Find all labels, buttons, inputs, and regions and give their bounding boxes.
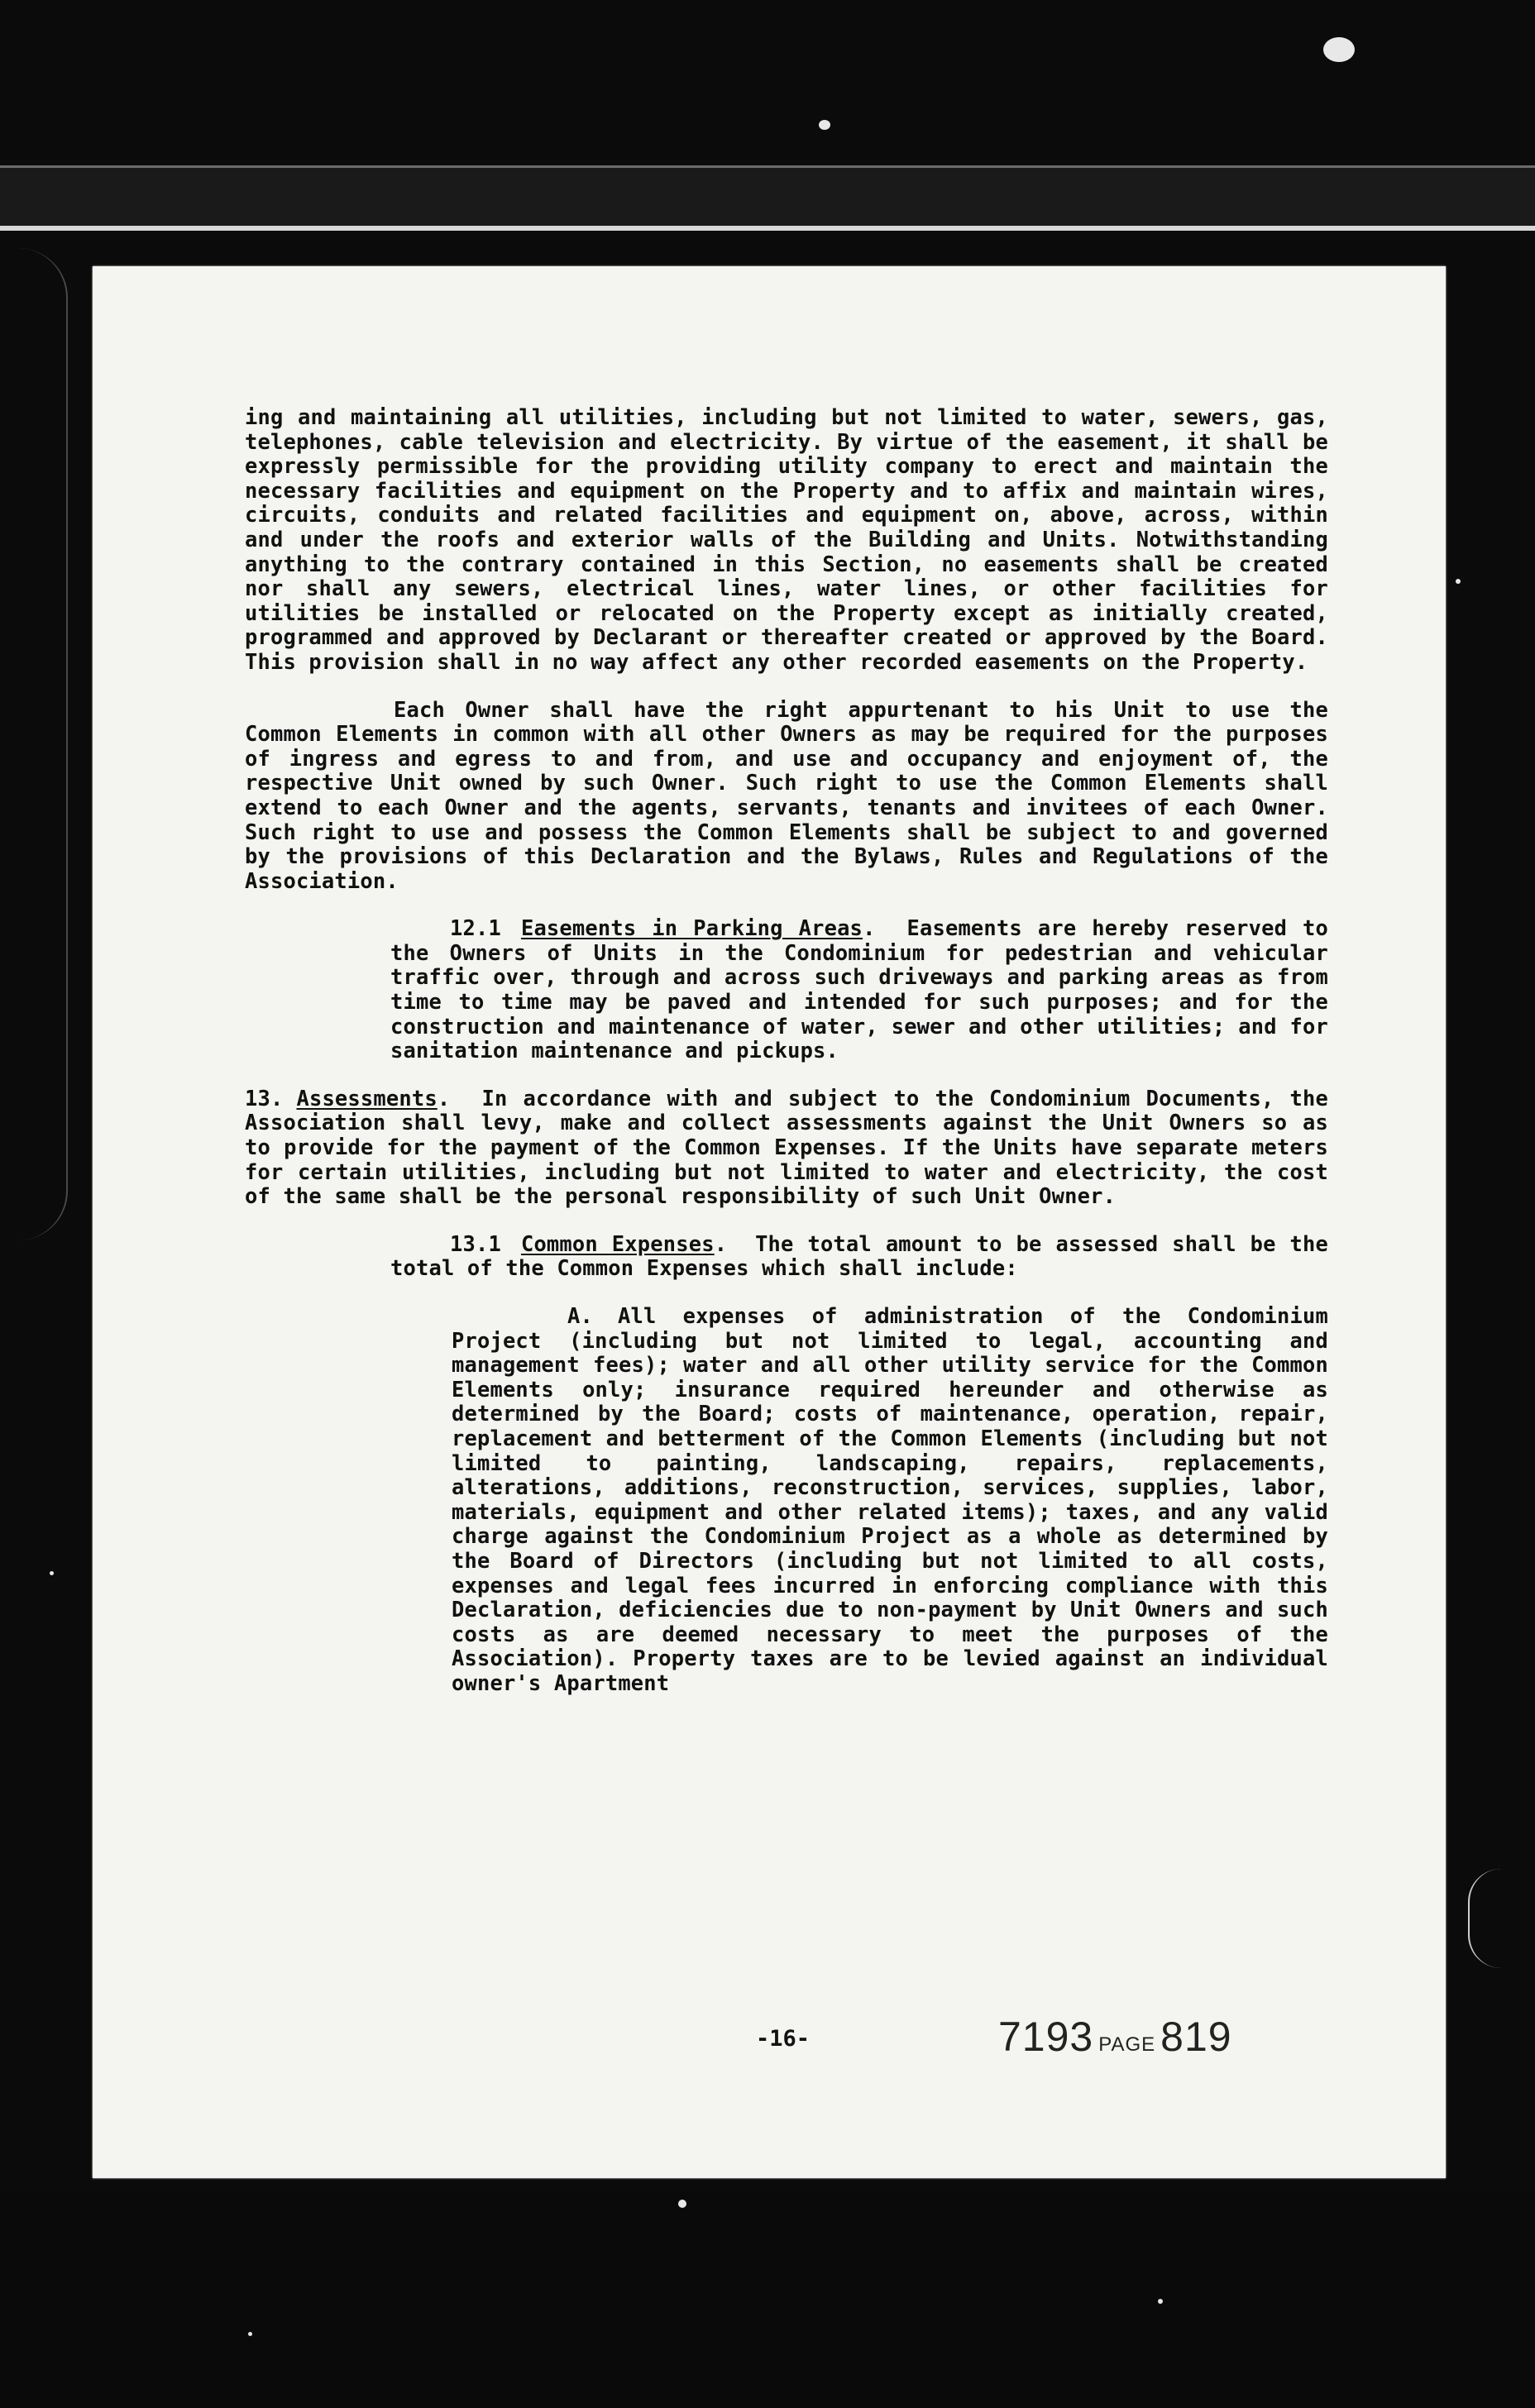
subsection-text: The total amount to be assessed shall be the total of the Common Expenses which shall include: (390, 1230, 1329, 1281)
paragraph-common-elements-rights: Each Owner shall have the right appurtenant to his Unit to use the Common Elements in common with all other Owners as may be required for the purposes of ingress and egress to and from, and use and occupancy and enjoyment of, the respective Unit owned by such Owner. Such right to use the Common Elements shall extend to each Owner and the agents, servants, tenants and invitees of each Owner. Such right to use and possess the Common Elements shall be subject to and governed by the provisions of this Declaration and the Bylaws, Rules and Regulations of the Association. (245, 696, 1328, 893)
scan-bottom-band (0, 2191, 1535, 2408)
scan-speckle (50, 1571, 54, 1575)
subsection-text: Easements are hereby reserved to the Owners of Units in the Condominium for pedestrian and vehicular traffic over, through and across such driveways and parking areas as from time to time may be paved and intended for such purposes; and for the construction and maintenance of water, sewer and other utilities; and for sanitation maintenance and pickups. (390, 915, 1328, 1063)
scan-speckle (678, 2200, 686, 2208)
subsection-number: 12.1 (450, 915, 501, 941)
recording-book-page-stamp (998, 2013, 1232, 2061)
document-body (245, 405, 1328, 1696)
subsection-number: 13.1 (450, 1230, 501, 1256)
scan-edge-mark-right (1468, 1869, 1503, 1968)
section-text: In accordance with and subject to the Condominium Documents, the Association shall levy, make and collect assessments against the Unit Owners so as to provide for the payment of the Common Expenses. If the Units have separate meters for certain utilities, including but not limited to water and electricity, the cost of the same shall be the personal responsibility of such Unit Owner. (245, 1085, 1328, 1209)
book-number: 7193 (998, 2014, 1094, 2060)
book-stamp-label: PAGE (1098, 2033, 1156, 2056)
subsection-heading: Easements in Parking Areas (520, 915, 863, 941)
page-number: -16- (756, 2026, 811, 2052)
scan-top-band (0, 165, 1535, 231)
subsection-13-1: 13.1 Common Expenses. The total amount to be assessed shall be the total of the Common Expenses which shall include: (390, 1230, 1329, 1281)
item-text: All expenses of administration of the Condominium Project (including but not limited to legal, accounting and management fees); water and all other utility service for the Common Elements only; insurance required hereunder and otherwise as determined by the Board; costs of maintenance, operation, repair, replacement and betterment of the Common Elements (including but not limited to painting, landscaping, repairs, replacements, alterations, additions, reconstruction, services, supplies, labor, materials, equipment and other related items); taxes, and any valid charge against the Condominium Project as a whole as determined by the Board of Directors (including but not limited to all costs, expenses and legal fees incurred in enforcing compliance with this Declaration, deficiencies due to non-payment by Unit Owners and such costs as are deemed necessary to meet the purposes of the Association). Property taxes are to be levied against an individual owner's Apartment (452, 1303, 1328, 1695)
book-page-number: 819 (1160, 2014, 1232, 2060)
item-letter: A. (567, 1303, 593, 1328)
section-13: 13. Assessments. In accordance with and subject to the Condominium Documents, the Association shall levy, make and collect assessments against the Unit Owners so as to provide for the payment of the Common Expenses. If the Units have separate meters for certain utilities, including but not limited to water and electricity, the cost of the same shall be the personal responsibility of such Unit Owner. (245, 1085, 1328, 1209)
scan-edge-mark-left (17, 248, 68, 1240)
scan-speckle (819, 120, 830, 130)
subsection-heading: Common Expenses (520, 1230, 715, 1256)
paragraph-utilities-easement: ing and maintaining all utilities, including but not limited to water, sewers, gas, telephones, cable television and electricity. By virtue of the easement, it shall be expressly permissible for the providing utility company to erect and maintain the necessary facilities and equipment on the Property and to affix and maintain wires, circuits, conduits and related facilities and equipment on, above, across, within and under the roofs and exterior walls of the Building and Units. Notwithstanding anything to the contrary contained in this Section, no easements shall be created nor shall any sewers, electrical lines, water lines, or other facilities for utilities be installed or relocated on the Property except as initially created, programmed and approved by Declarant or thereafter created or approved by the Board. This provision shall in no way affect any other recorded easements on the Property. (245, 404, 1328, 674)
scan-speckle (1456, 579, 1461, 584)
section-number: 13. (245, 1085, 284, 1111)
scan-speckle (248, 2332, 252, 2336)
scan-speckle (1158, 2299, 1163, 2304)
list-item-a (452, 1304, 1328, 1696)
document-page (93, 266, 1446, 2178)
subsection-12-1: 12.1 Easements in Parking Areas. Easements are hereby reserved to the Owners of Units in the Condominium for pedestrian and vehicular traffic over, through and across such driveways and parking areas as from time to time may be paved and intended for such purposes; and for the construction and maintenance of water, sewer and other utilities; and for sanitation maintenance and pickups. (390, 915, 1328, 1063)
scan-speckle (1323, 37, 1355, 62)
section-heading: Assessments (296, 1085, 438, 1111)
